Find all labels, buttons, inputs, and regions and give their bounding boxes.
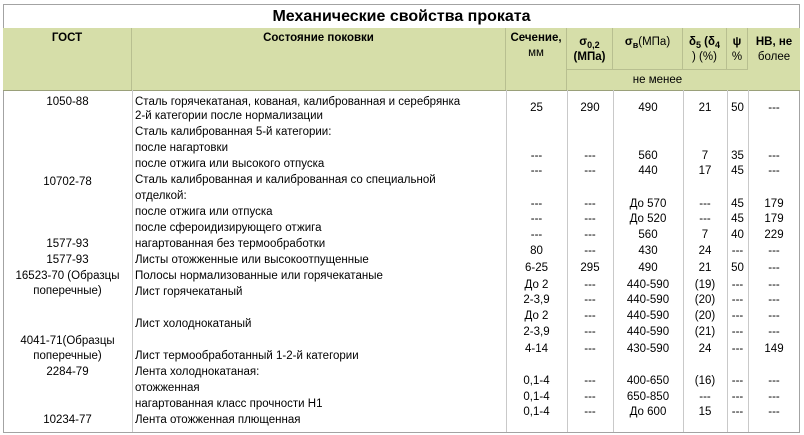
sigma02-cell: ---: [584, 198, 596, 210]
header-divider: [3, 90, 800, 91]
header-sigma02-symbol: σ: [579, 36, 588, 48]
hb-cell: 179: [764, 198, 784, 210]
sigmab-cell: 650-850: [626, 391, 670, 403]
state-cell: Лист термообработанный 1-2-й категории: [135, 350, 359, 362]
state-cell: Лист горячекатаный: [135, 286, 243, 298]
delta-cell: 7: [701, 150, 709, 162]
section-cell: 2-3,9: [523, 326, 550, 338]
hb-cell: 229: [764, 229, 784, 241]
delta-cell: 7: [701, 229, 709, 241]
section-cell: До 2: [524, 279, 549, 291]
delta-cell: 17: [698, 165, 712, 177]
sigma02-cell: 290: [580, 102, 600, 114]
sigma02-cell: ---: [584, 310, 596, 322]
gost-cell: 4041-71(Образцы: [20, 335, 115, 347]
header-not-less: не менее: [567, 69, 748, 90]
section-cell: 25: [530, 102, 543, 114]
section-cell: 2-3,9: [523, 294, 550, 306]
psi-cell: 45: [731, 213, 744, 225]
delta-cell: (20): [694, 310, 716, 322]
header-sigma02-unit: (МПа): [573, 51, 606, 63]
sigmab-cell: 440-590: [626, 294, 670, 306]
psi-cell: ---: [731, 310, 744, 322]
state-cell: Сталь горячекатаная, кованая, калиброванная и серебрянка: [135, 96, 461, 108]
sigma02-cell: ---: [584, 391, 596, 403]
header-psi-unit: %: [731, 51, 743, 63]
state-cell: после отжига или высокого отпуска: [135, 158, 325, 170]
header-delta-line2: ) (%): [692, 51, 717, 63]
gost-cell: 10702-78: [43, 176, 92, 188]
section-cell: До 2: [524, 310, 549, 322]
sigma02-cell: ---: [584, 150, 596, 162]
sigmab-cell: 400-650: [626, 375, 670, 387]
delta-cell: ---: [699, 391, 711, 403]
gost-cell: поперечные): [33, 285, 102, 297]
gost-cell: 16523-70 (Образцы: [15, 270, 120, 282]
hb-cell: 149: [764, 343, 784, 355]
delta-cell: 21: [698, 102, 712, 114]
header-section-line1: Сечение,: [510, 32, 562, 44]
section-cell: 6-25: [524, 262, 549, 274]
header-sigmab-sub: в: [632, 40, 639, 50]
header-state: [132, 28, 506, 90]
delta-cell: 24: [698, 245, 712, 257]
sigma02-cell: ---: [584, 279, 596, 291]
hb-cell: ---: [768, 294, 780, 306]
psi-cell: ---: [731, 294, 744, 306]
sigma02-cell: ---: [584, 229, 596, 241]
section-cell: 0,1-4: [523, 406, 550, 418]
sigma02-cell: ---: [584, 245, 596, 257]
header-gost: [3, 28, 132, 90]
sigmab-cell: 430: [638, 245, 658, 257]
sigmab-cell: 440-590: [626, 310, 670, 322]
state-cell: нагартованная без термообработки: [135, 238, 326, 250]
delta-cell: ---: [699, 198, 711, 210]
sigma02-cell: ---: [584, 294, 596, 306]
state-cell: Сталь калиброванная и калиброванная со специальной: [135, 174, 436, 186]
state-cell: Лист холоднокатаный: [135, 318, 252, 330]
sigma02-cell: 295: [580, 262, 600, 274]
delta-cell: 15: [698, 406, 712, 418]
gost-cell: 10234-77: [43, 414, 92, 426]
header-delta-symbol: δ: [688, 36, 696, 48]
sigma02-cell: ---: [584, 165, 596, 177]
hb-cell: ---: [768, 245, 780, 257]
psi-cell: 50: [731, 262, 744, 274]
header-sigmab-unit: (МПа): [638, 36, 671, 48]
header-sigmab-symbol: σ: [624, 36, 633, 48]
section-cell: ---: [530, 229, 543, 241]
sigmab-cell: 430-590: [626, 343, 670, 355]
section-cell: 0,1-4: [523, 391, 550, 403]
section-cell: 80: [530, 245, 543, 257]
header-sigma02-sub: 0,2: [587, 40, 600, 50]
header-hb: [748, 28, 800, 90]
gost-cell: 2284-79: [46, 366, 89, 378]
delta-cell: (20): [694, 294, 716, 306]
delta-cell: 24: [698, 343, 712, 355]
header-section-line2: мм: [528, 47, 544, 59]
state-cell: отожженная: [135, 382, 200, 394]
psi-cell: 35: [731, 150, 744, 162]
psi-cell: ---: [731, 343, 744, 355]
gost-cell: поперечные): [33, 350, 102, 362]
sigmab-cell: 440: [638, 165, 658, 177]
hb-cell: ---: [768, 165, 780, 177]
delta-cell: (21): [694, 326, 716, 338]
sigmab-cell: 440-590: [626, 279, 670, 291]
gost-cell: 1577-93: [46, 238, 89, 250]
gost-cell: 1050-88: [46, 96, 89, 108]
header-psi-symbol: ψ: [732, 36, 742, 48]
hb-cell: ---: [768, 150, 780, 162]
section-cell: 0,1-4: [523, 375, 550, 387]
hb-cell: ---: [768, 391, 780, 403]
psi-cell: ---: [731, 391, 744, 403]
sigma02-cell: ---: [584, 326, 596, 338]
sigmab-cell: 560: [638, 229, 658, 241]
header-gost-label: ГОСТ: [51, 32, 83, 44]
section-cell: ---: [530, 150, 543, 162]
header-state-label: Состояние поковки: [263, 32, 374, 44]
delta-cell: (16): [694, 375, 716, 387]
header-section: [506, 28, 567, 90]
hb-cell: ---: [768, 310, 780, 322]
state-cell: после сфероидизирующего отжига: [135, 222, 322, 234]
gost-cell: 1577-93: [46, 254, 89, 266]
sigma02-cell: ---: [584, 375, 596, 387]
header-delta-alt: (δ: [700, 36, 715, 48]
state-cell: Сталь калиброванная 5-й категории:: [135, 126, 332, 138]
delta-cell: (19): [694, 279, 716, 291]
delta-cell: ---: [699, 213, 711, 225]
psi-cell: 50: [731, 102, 744, 114]
sigmab-cell: 490: [638, 102, 658, 114]
table-title: Механические свойства проката: [3, 4, 800, 28]
psi-cell: ---: [731, 406, 744, 418]
hb-cell: 179: [764, 213, 784, 225]
header-delta-sub: 5: [695, 40, 701, 50]
psi-cell: ---: [731, 375, 744, 387]
state-cell: после отжига или отпуска: [135, 206, 273, 218]
section-cell: ---: [530, 198, 543, 210]
state-cell: Листы отожженные или высокоотпущенные: [135, 254, 369, 266]
sigmab-cell: 440-590: [626, 326, 670, 338]
delta-cell: 21: [698, 262, 712, 274]
psi-cell: 45: [731, 165, 744, 177]
sigmab-cell: 560: [638, 150, 658, 162]
psi-cell: 45: [731, 198, 744, 210]
state-cell: нагартованная класс прочности Н1: [135, 398, 323, 410]
section-cell: ---: [530, 213, 543, 225]
state-cell: отделкой:: [135, 190, 187, 202]
psi-cell: 40: [731, 229, 744, 241]
sigma02-cell: ---: [584, 406, 596, 418]
psi-cell: ---: [731, 245, 744, 257]
psi-cell: ---: [731, 279, 744, 291]
sigmab-cell: 490: [638, 262, 658, 274]
state-cell: 2-й категории после нормализации: [135, 110, 323, 122]
column-divider: [132, 90, 133, 432]
hb-cell: ---: [768, 406, 780, 418]
header-hb-line1: НВ, не: [755, 36, 793, 48]
section-cell: 4-14: [524, 343, 549, 355]
header-delta-alt-sub: 4: [714, 40, 720, 50]
sigmab-cell: До 520: [629, 213, 667, 225]
psi-cell: ---: [731, 326, 744, 338]
sigma02-cell: ---: [584, 213, 596, 225]
hb-cell: ---: [768, 326, 780, 338]
state-cell: Лента холоднокатаная:: [135, 366, 260, 378]
hb-cell: ---: [768, 279, 780, 291]
state-cell: после нагартовки: [135, 142, 228, 154]
hb-cell: ---: [768, 262, 780, 274]
sigma02-cell: ---: [584, 343, 596, 355]
state-cell: Полосы нормализованные или горячекатаные: [135, 270, 383, 282]
hb-cell: ---: [768, 102, 780, 114]
header-hb-line2: более: [757, 51, 791, 63]
hb-cell: ---: [768, 375, 780, 387]
state-cell: Лента отожженная плющенная: [135, 414, 301, 426]
sigmab-cell: До 570: [629, 198, 667, 210]
sigmab-cell: До 600: [629, 406, 667, 418]
section-cell: ---: [530, 165, 543, 177]
